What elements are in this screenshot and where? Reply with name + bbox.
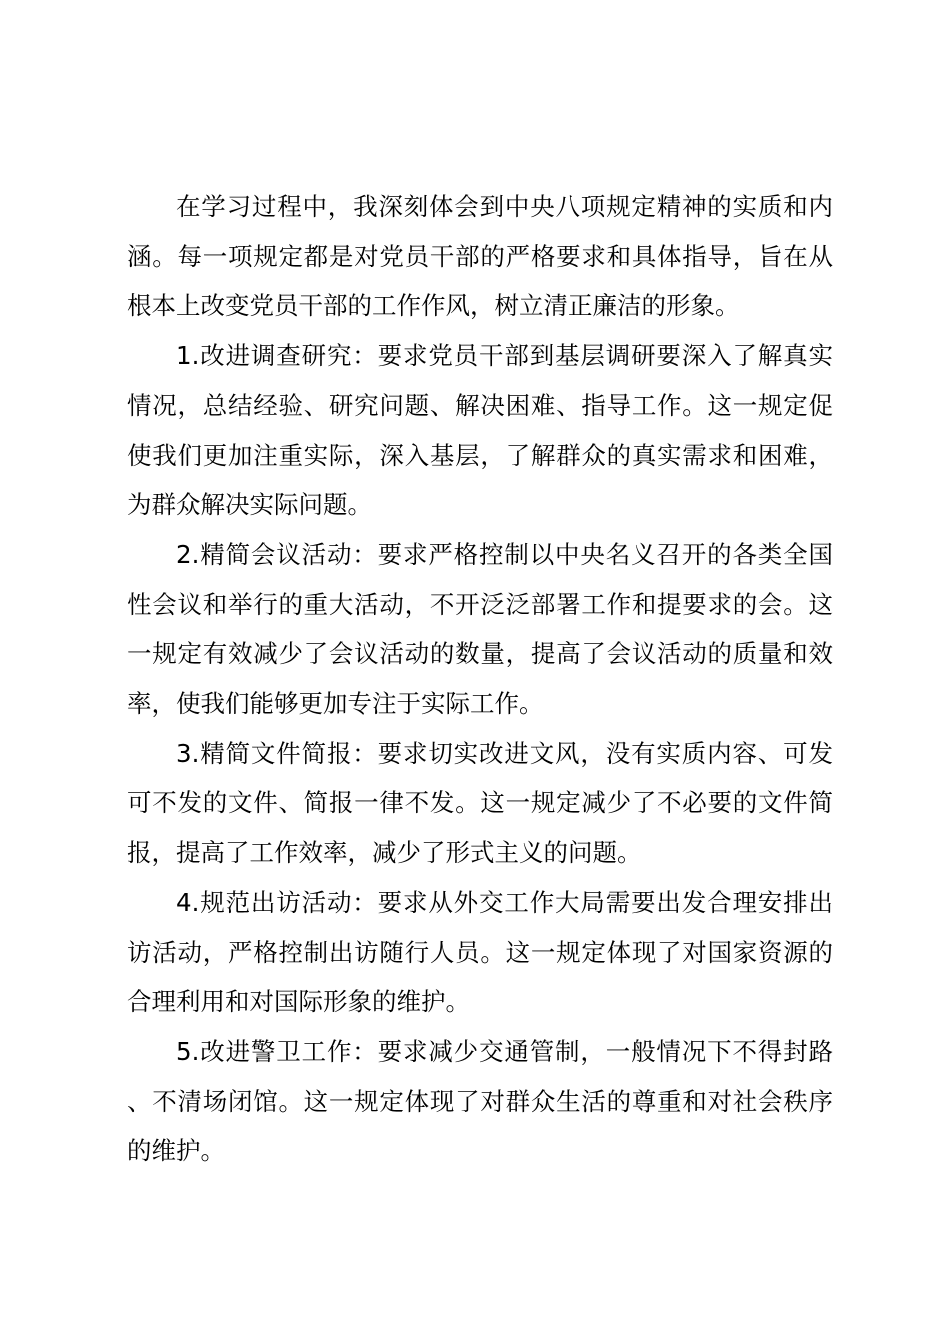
paragraph-item-4-visits: 4.规范出访活动：要求从外交工作大局需要出发合理安排出访活动，严格控制出访随行人员。这一规定体现了对国家资源的合理利用和对国际形象的维护。 [127, 887, 833, 1017]
paragraph-item-1-research: 1.改进调查研究：要求党员干部到基层调研要深入了解真实情况，总结经验、研究问题、解决困难、指导工作。这一规定促使我们更加注重实际，深入基层，了解群众的真实需求和困难，为群众解决实际问题。 [127, 341, 833, 520]
paragraph-item-2-meetings: 2.精简会议活动：要求严格控制以中央名义召开的各类全国性会议和举行的重大活动，不开泛泛部署工作和提要求的会。这一规定有效减少了会议活动的数量，提高了会议活动的质量和效率，使我们能够更加专注于实际工作。 [127, 539, 833, 719]
paragraph-item-5-security: 5.改进警卫工作：要求减少交通管制，一般情况下不得封路、不清场闭馆。这一规定体现了对群众生活的尊重和对社会秩序的维护。 [127, 1036, 833, 1166]
paragraph-item-3-documents: 3.精简文件简报：要求切实改进文风，没有实质内容、可发可不发的文件、简报一律不发。这一规定减少了不必要的文件简报，提高了工作效率，减少了形式主义的问题。 [127, 738, 833, 868]
paragraph-intro: 在学习过程中，我深刻体会到中央八项规定精神的实质和内涵。每一项规定都是对党员干部的严格要求和具体指导，旨在从根本上改变党员干部的工作作风，树立清正廉洁的形象。 [127, 192, 833, 321]
document-body [127, 182, 833, 1176]
